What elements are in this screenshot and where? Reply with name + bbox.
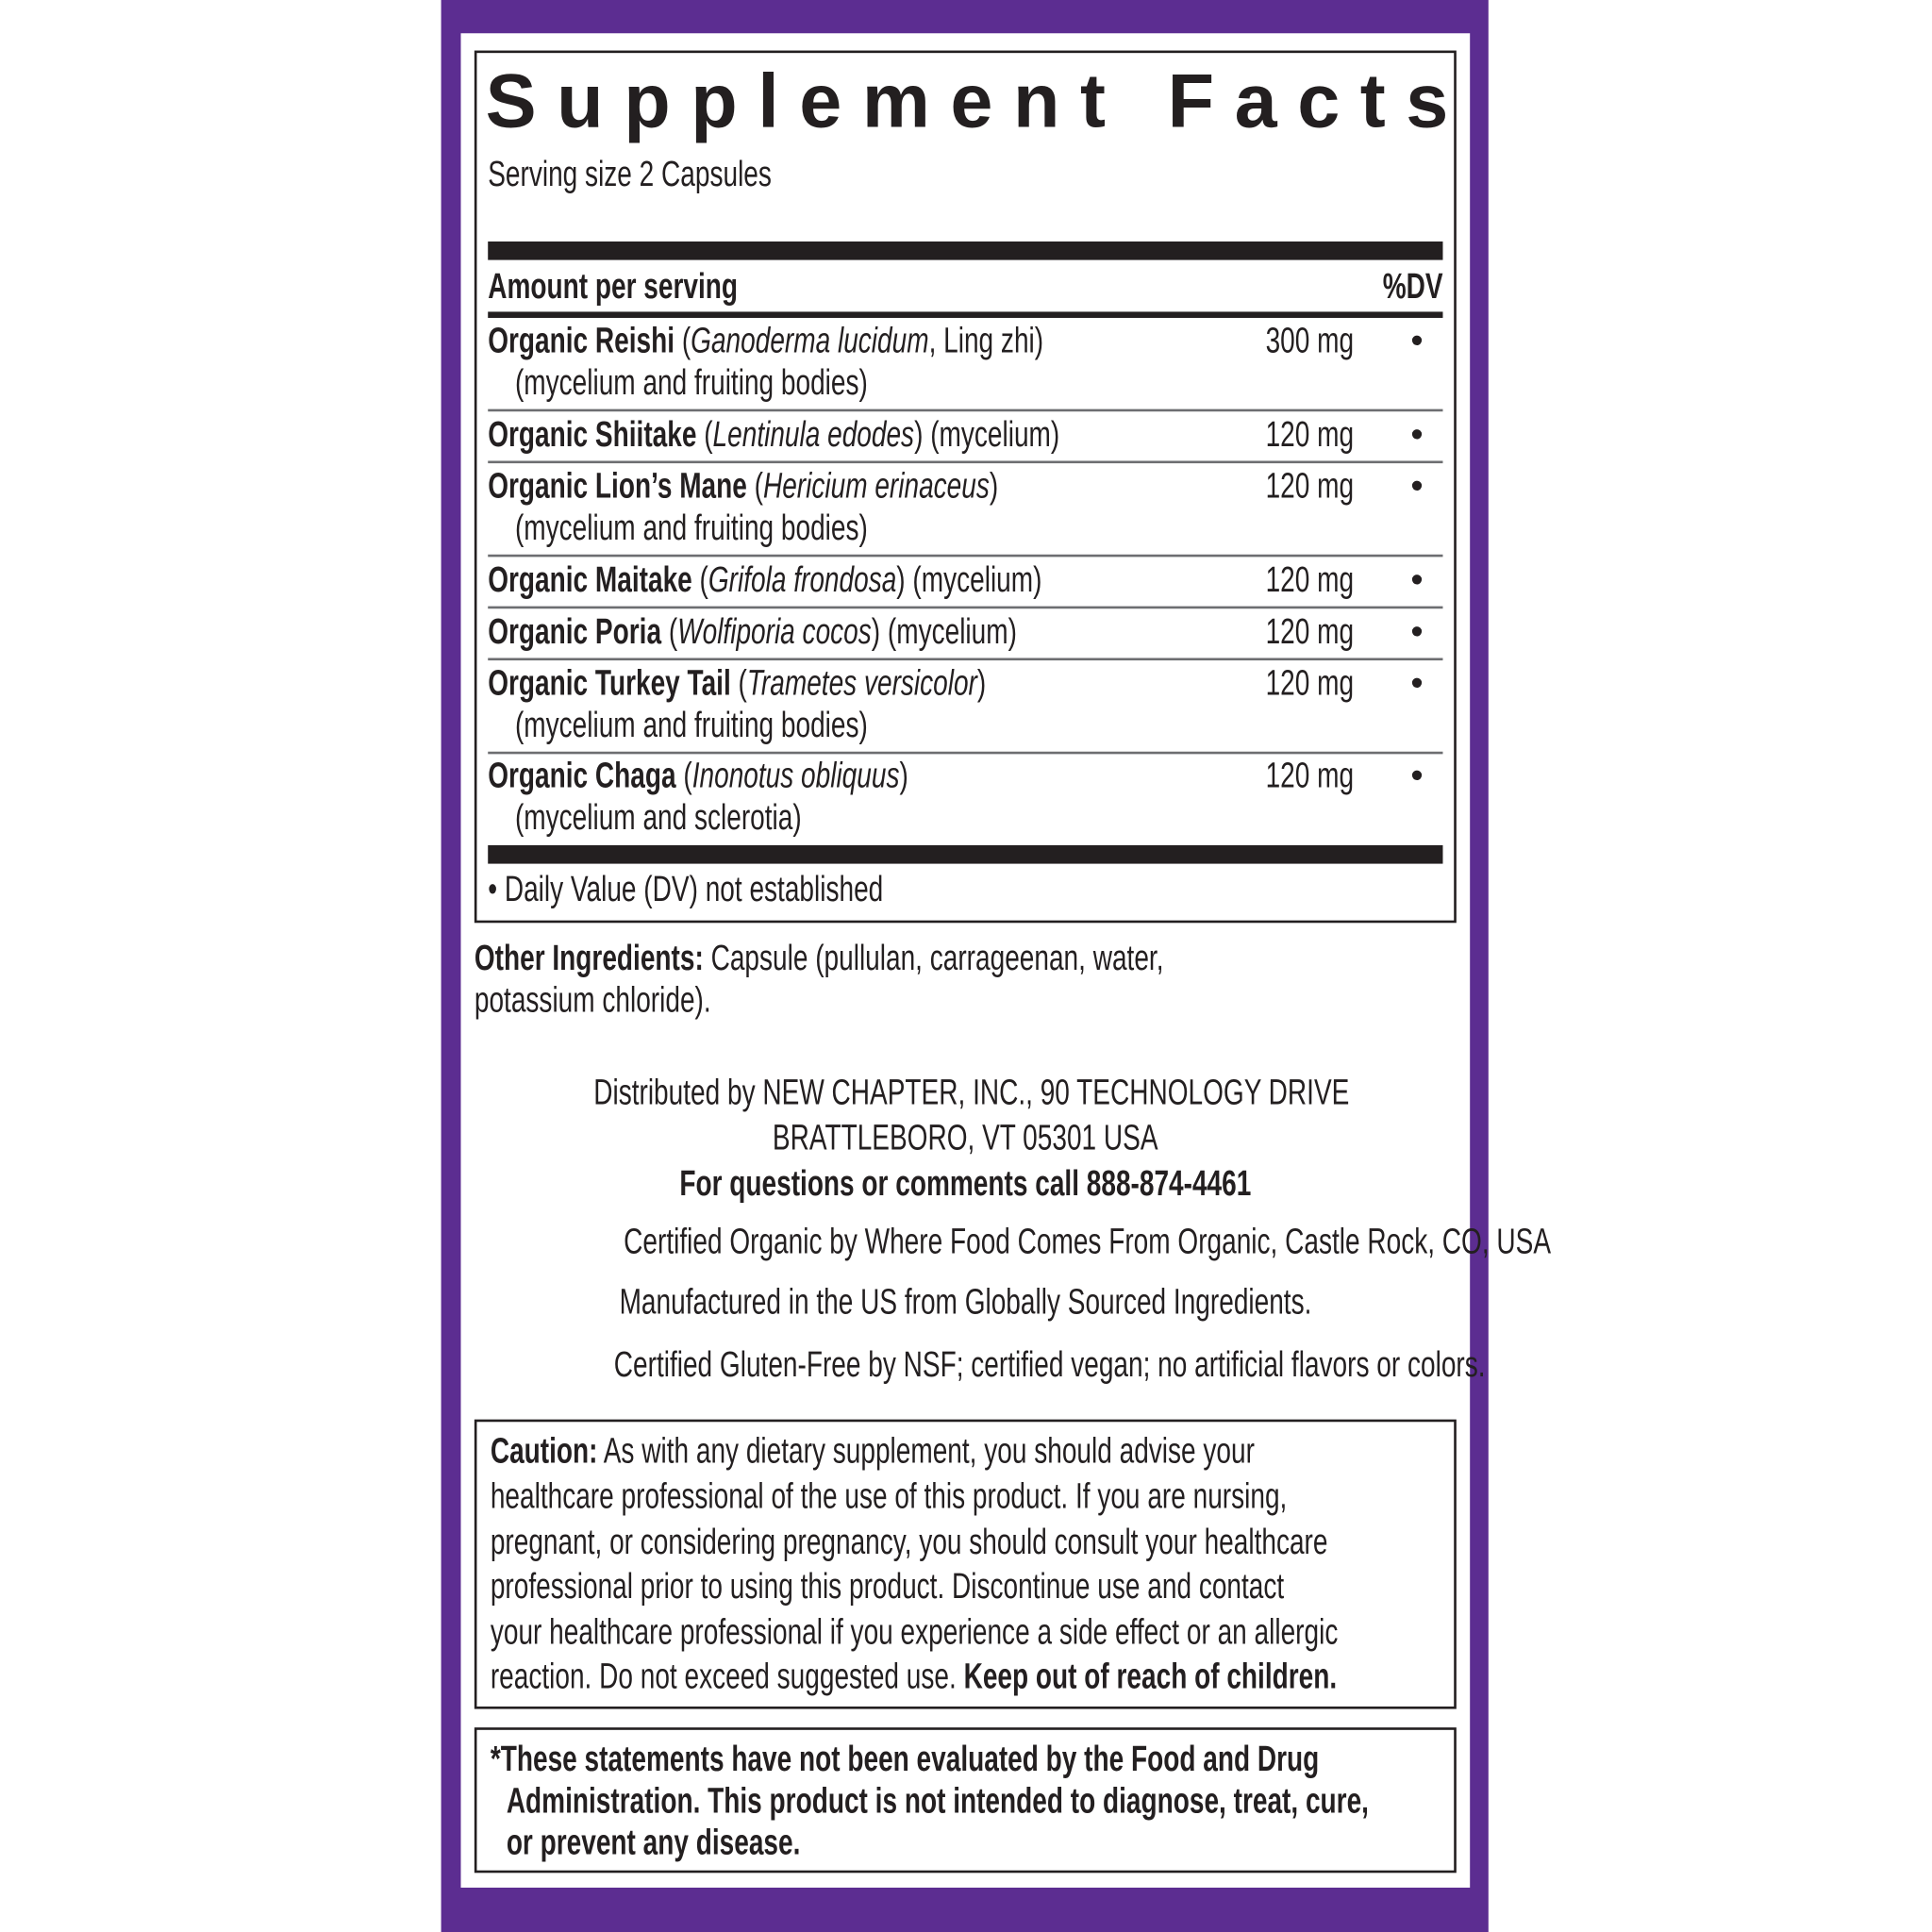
- amount-text: 120 mg: [1265, 612, 1355, 652]
- ingredient-dv: [1405, 321, 1429, 362]
- paren-open: (: [696, 415, 713, 455]
- caution-line: [491, 1656, 1635, 1697]
- caution-line: [491, 1430, 1524, 1472]
- amount-text: 120 mg: [1265, 415, 1355, 455]
- contact-line: [460, 1163, 1470, 1205]
- serving-size-text: Serving size 2 Capsules: [488, 155, 772, 195]
- ingredient-name-line: [488, 611, 1017, 653]
- dv-header: [1232, 266, 1442, 308]
- organic-cert-text: Certified Organic by Where Food Comes From Organic, Castle Rock, CO, USA: [624, 1222, 1552, 1262]
- latin-name: Ganoderma lucidum: [691, 321, 929, 361]
- ingredient-detail: ): [989, 467, 999, 507]
- ingredient-amount: [1183, 559, 1355, 601]
- row-divider: [488, 752, 1442, 755]
- amount-header: [488, 266, 825, 308]
- ingredient-name: Organic Chaga: [488, 756, 676, 796]
- latin-name: Trametes versicolor: [746, 663, 977, 704]
- ingredient-amount: [1183, 321, 1355, 362]
- gluten-free-text: Certified Gluten-Free by NSF; certified vegan; no artificial flavors or colors.: [613, 1345, 1486, 1386]
- ingredient-detail: ): [976, 663, 987, 704]
- row-divider: [488, 409, 1442, 412]
- row-divider: [488, 607, 1442, 609]
- row-divider: [488, 555, 1442, 558]
- latin-name: Grifola frondosa: [708, 560, 897, 601]
- distributor-line1: [460, 1072, 1470, 1113]
- ingredient-row: [488, 559, 1237, 601]
- other-ingredients-text-2: potassium chloride).: [474, 980, 711, 1021]
- ingredient-source-text: (mycelium and fruiting bodies): [514, 363, 868, 404]
- paren-open: (: [746, 467, 763, 507]
- caution-label: Caution:: [490, 1431, 598, 1472]
- amount-text: 120 mg: [1265, 756, 1355, 796]
- ingredient-source: [515, 797, 902, 839]
- distributor-text: Distributed by NEW CHAPTER, INC., 90 TECHNOLOGY DRIVE: [593, 1073, 1350, 1113]
- gluten-free-line: [460, 1344, 1486, 1386]
- ingredient-name-line: [488, 663, 986, 705]
- paren-open: (: [661, 612, 678, 652]
- ingredient-row: [488, 321, 1239, 362]
- dv-bullet: •: [1410, 321, 1424, 361]
- dv-header-text: %DV: [1382, 267, 1443, 308]
- disclaimer-line: [507, 1823, 904, 1864]
- ingredient-row: [488, 466, 1177, 508]
- disclaimer-text: or prevent any disease.: [506, 1824, 801, 1863]
- ingredient-row: [488, 611, 1203, 653]
- other-ingredients-line2: [475, 979, 794, 1021]
- other-ingredients-line1: [475, 938, 1406, 979]
- amount-text: 120 mg: [1265, 467, 1355, 507]
- ingredient-source-text: (mycelium and sclerotia): [514, 798, 802, 839]
- ingredient-detail: ) (mycelium): [871, 612, 1017, 652]
- latin-name: Wolfiporia cocos: [677, 612, 872, 652]
- ingredient-dv: [1405, 559, 1429, 601]
- ingredient-row: [488, 756, 1056, 797]
- other-ingredients-label: Other Ingredients:: [474, 939, 704, 979]
- dv-bullet: •: [1410, 663, 1424, 704]
- disclaimer-text: *These statements have not been evaluated by the Food and Drug: [490, 1740, 1320, 1780]
- amount-text: 120 mg: [1265, 663, 1355, 704]
- manufactured-line: [460, 1281, 1470, 1323]
- ingredient-dv: [1405, 466, 1429, 508]
- caution-line: [491, 1611, 1636, 1653]
- ingredient-dv: [1405, 414, 1429, 456]
- ingredient-row: [488, 663, 1161, 705]
- latin-name: Lentinula edodes: [712, 415, 915, 455]
- dv-bullet: •: [1410, 756, 1424, 796]
- ingredient-source-text: (mycelium and fruiting bodies): [514, 508, 868, 549]
- ingredient-name: Organic Shiitake: [488, 415, 697, 455]
- manufactured-text: Manufactured in the US from Globally Sourced Ingredients.: [619, 1282, 1312, 1323]
- facts-title: Supplement Facts: [485, 58, 1469, 144]
- paren-open: (: [675, 321, 691, 361]
- ingredient-row: [488, 414, 1260, 456]
- ingredient-source: [515, 362, 991, 404]
- thick-divider: [488, 242, 1442, 260]
- organic-cert: [460, 1221, 1552, 1262]
- caution-text: healthcare professional of the use of this product. If you are nursing,: [490, 1477, 1288, 1517]
- ingredient-name: Organic Reishi: [488, 321, 675, 361]
- ingredient-detail: , Ling zhi): [928, 321, 1044, 361]
- ingredient-name: Organic Turkey Tail: [488, 663, 731, 704]
- ingredient-amount: [1183, 756, 1355, 797]
- ingredient-amount: [1183, 466, 1355, 508]
- ingredient-detail: ) (mycelium): [896, 560, 1042, 601]
- dv-footnote: [488, 869, 1022, 910]
- amount-header-text: Amount per serving: [488, 267, 738, 308]
- ingredient-source: [515, 508, 991, 549]
- amount-text: 120 mg: [1265, 560, 1355, 601]
- ingredient-source-text: (mycelium and fruiting bodies): [514, 706, 868, 746]
- ingredient-amount: [1183, 611, 1355, 653]
- dv-footnote-text: • Daily Value (DV) not established: [488, 870, 884, 909]
- distributor-address: BRATTLEBORO, VT 05301 USA: [773, 1118, 1158, 1158]
- paren-open: (: [691, 560, 708, 601]
- latin-name: Hericium erinaceus: [762, 467, 990, 507]
- ingredient-detail: ) (mycelium): [914, 415, 1060, 455]
- row-divider: [488, 460, 1442, 463]
- dv-bullet: •: [1410, 415, 1424, 455]
- caution-text: reaction. Do not exceed suggested use.: [490, 1657, 964, 1697]
- other-ingredients-text: Capsule (pullulan, carrageenan, water,: [703, 939, 1164, 979]
- caution-text: professional prior to using this product. Discontinue use and contact: [490, 1567, 1285, 1607]
- dv-bullet: •: [1410, 612, 1424, 652]
- paren-open: (: [730, 663, 747, 704]
- ingredient-name-line: [488, 321, 1043, 362]
- caution-line: [491, 1566, 1563, 1607]
- ingredient-name: Organic Poria: [488, 612, 662, 652]
- paren-open: (: [675, 756, 692, 796]
- ingredient-name-line: [488, 466, 998, 508]
- distributor-line2: [460, 1118, 1470, 1159]
- caution-line: [491, 1476, 1567, 1518]
- disclaimer-line: [507, 1780, 1672, 1822]
- ingredient-name-line: [488, 756, 908, 797]
- ingredient-dv: [1405, 663, 1429, 705]
- disclaimer-line: [491, 1739, 1610, 1780]
- row-divider: [488, 658, 1442, 660]
- caution-line: [491, 1522, 1623, 1563]
- ingredient-source: [515, 705, 991, 746]
- disclaimer-text: Administration. This product is not intended to diagnose, treat, cure,: [506, 1781, 1369, 1822]
- thick-divider-bottom: [488, 845, 1442, 864]
- ingredient-amount: [1183, 414, 1355, 456]
- caution-text: As with any dietary supplement, you should advise your: [597, 1431, 1255, 1472]
- serving-size: [488, 154, 871, 195]
- ingredient-name-line: [488, 414, 1059, 456]
- amount-text: 300 mg: [1265, 321, 1355, 361]
- keep-out-warning: Keep out of reach of children.: [963, 1657, 1338, 1697]
- ingredient-name: Organic Lion’s Mane: [488, 467, 747, 507]
- contact-text: For questions or comments call 888-874-4461: [679, 1164, 1252, 1205]
- ingredient-name: Organic Maitake: [488, 560, 692, 601]
- ingredient-name-line: [488, 559, 1041, 601]
- latin-name: Inonotus obliquus: [691, 756, 900, 796]
- medium-divider: [488, 311, 1442, 318]
- ingredient-dv: [1405, 611, 1429, 653]
- ingredient-detail: ): [899, 756, 908, 796]
- dv-bullet: •: [1410, 467, 1424, 507]
- ingredient-dv: [1405, 756, 1429, 797]
- ingredient-amount: [1183, 663, 1355, 705]
- caution-text: your healthcare professional if you experience a side effect or an allergic: [490, 1612, 1339, 1653]
- caution-text: pregnant, or considering pregnancy, you should consult your healthcare: [490, 1523, 1328, 1563]
- dv-bullet: •: [1410, 560, 1424, 601]
